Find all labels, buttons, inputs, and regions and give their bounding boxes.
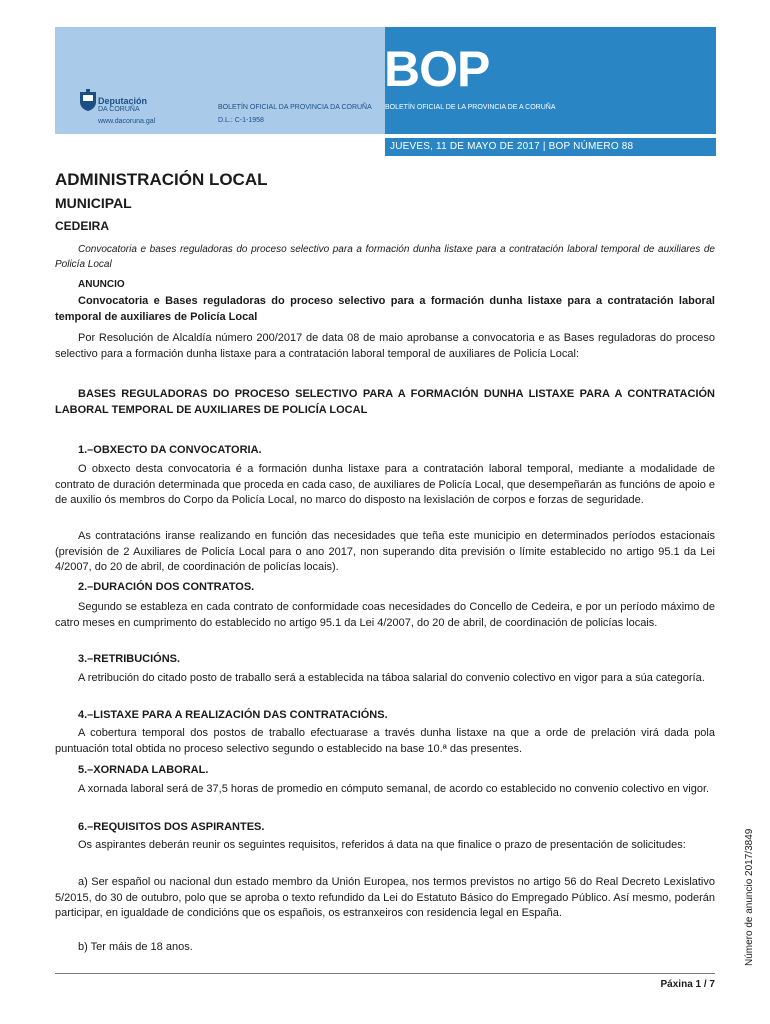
logo-name: Deputación (98, 96, 148, 106)
deposito-legal: D.L.: C-1-1958 (218, 117, 264, 124)
boletin-title-gl: BOLETÍN OFICIAL DA PROVINCIA DA CORUÑA (218, 104, 372, 111)
bases-title: BASES REGULADORAS DO PROCESO SELECTIVO PARA A FORMACIÓN DUNHA LISTAXE PARA A CONTRATACIÓN LABORAL TEMPORAL DE AUXILIARES DE POLICÍA LOCAL (55, 388, 715, 416)
municipality-heading: CEDEIRA (55, 219, 110, 233)
section-5-title: 5.–XORNADA LABORAL. (78, 764, 209, 776)
section-1-title: 1.–OBXECTO DA CONVOCATORIA. (78, 444, 262, 456)
announcement-number: Número de anuncio 2017/3849 (744, 828, 755, 966)
announcement-title: Convocatoria e Bases reguladoras do proceso selectivo para a formación dunha listaxe para a contratación laboral temporal de auxiliares de Policía Local (55, 295, 715, 323)
page-number: Páxina 1 / 7 (660, 979, 715, 990)
section-6-title: 6.–REQUISITOS DOS ASPIRANTES. (78, 821, 265, 833)
section-6-item-b: b) Ter máis de 18 anos. (78, 941, 193, 953)
announcement-summary: Convocatoria e bases reguladoras do proceso selectivo para a formación dunha listaxe para a contratación laboral temporal de auxiliares de Policía Local (55, 244, 715, 270)
section-1-paragraph-2: As contratacións iranse realizando en función das necesidades que teña este municipio en determinados períodos estacionais (previsión de 2 Auxiliares de Policía Local para o ano 2017, non superando dita previsión o límite establecido no artigo 95.1 da Lei 4/2007, do 20 de abril, de coordinación de policías locais). (55, 530, 715, 573)
section-6-item-a: a) Ser español ou nacional dun estado membro da Unión Europea, nos termos previstos no artigo 56 do Real Decreto Lexislativo 5/2015, do 30 de outubro, polo que se aproba o texto refundido da Lei do Estatuto Básico do Empregado Público. Así mesmo, poderán participar, en igualdade de condicións que os españois, os estranxeiros con residencia legal en España. (55, 876, 715, 919)
section-3-title: 3.–RETRIBUCIÓNS. (78, 653, 181, 665)
date-line: JUEVES, 11 DE MAYO DE 2017 | BOP NÚMERO 88 (390, 141, 634, 152)
boletin-title-es: BOLETÍN OFICIAL DE LA PROVINCIA DE A CORUÑA (385, 104, 556, 111)
section-2-paragraph: Segundo se estableza en cada contrato de conformidade coas necesidades do Concello de Cedeira, e por un período máximo de catro meses en cumprimento do establecido no artigo 95.1 da Lei 4/2007, do 20 de abril, de coordinación de policías locais. (55, 601, 715, 629)
footer-divider (55, 973, 715, 974)
announcement-label: ANUNCIO (78, 279, 125, 290)
section-3-paragraph: A retribución do citado posto de traballo será a establecida na táboa salarial do convenio colectivo en vigor para a súa categoría. (78, 672, 705, 684)
date-bar (385, 138, 716, 156)
section-heading: ADMINISTRACIÓN LOCAL (55, 170, 268, 189)
deputacion-crest-icon (78, 88, 98, 112)
section-2-title: 2.–DURACIÓN DOS CONTRATOS. (78, 581, 255, 593)
section-4-paragraph: A cobertura temporal dos postos de traballo efectuarase a través dunha listaxe na que a orde de prelación virá dada pola puntuación total obtida no proceso selectivo segundo o establecido na base 10.ª das presentes. (55, 727, 715, 755)
bop-brand: BOP (384, 41, 490, 97)
section-5-paragraph: A xornada laboral será de 37,5 horas de promedio en cómputo semanal, de acordo co establecido no convenio colectivo en vigor. (78, 783, 710, 795)
subsection-heading: MUNICIPAL (55, 195, 132, 211)
logo-subtitle: DA CORUÑA (98, 106, 140, 113)
logo-url-link[interactable]: www.dacoruna.gal (98, 118, 156, 125)
section-6-paragraph: Os aspirantes deberán reunir os seguintes requisitos, referidos á data na que finalice o prazo de presentación de solicitudes: (78, 839, 686, 851)
section-4-title: 4.–LISTAXE PARA A REALIZACIÓN DAS CONTRATACIÓNS. (78, 709, 388, 721)
section-1-paragraph-1: O obxecto desta convocatoria é a formación dunha listaxe para a contratación laboral temporal, mediante a modalidade de contrato de duración determinada que proceda en cada caso, de auxiliares de Policía Local, que desempeñarán as funcións de apoio e de auxilio ós membros do Corpo da Policía Local, no marco do disposto na lexislación de corpos e forzas de seguridade. (55, 463, 715, 506)
intro-paragraph: Por Resolución de Alcaldía número 200/2017 de data 08 de maio aprobanse a convocatoria e as Bases reguladoras do proceso selectivo para a formación dunha listaxe para a contratación laboral temporal de auxiliares de Policía Local: (55, 332, 715, 360)
